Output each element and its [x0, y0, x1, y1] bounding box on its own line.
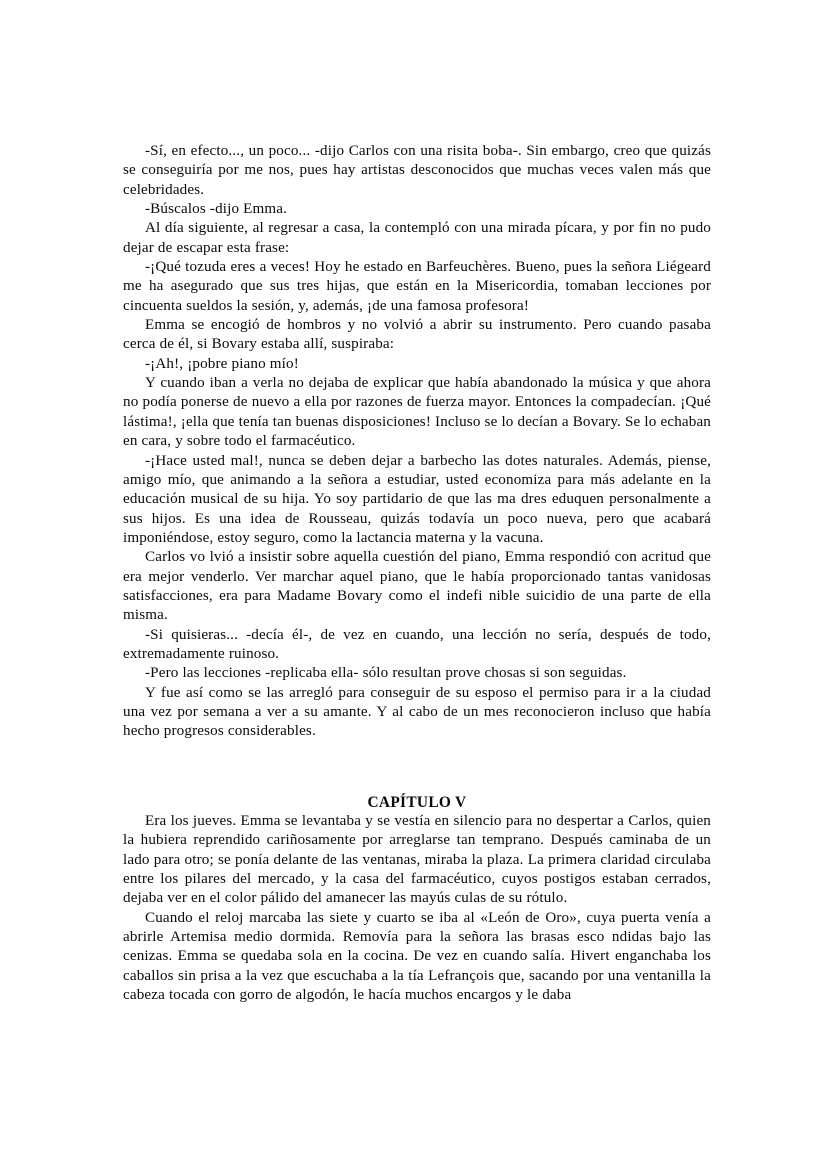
paragraph: Emma se encogió de hombros y no volvió a abrir su instrumento. Pero cuando pasaba cerca de él, si Bovary estaba allí, suspiraba:: [123, 317, 711, 353]
paragraph: -Si quisieras... -decía él-, de vez en cuando, una lección no sería, después de todo, extremadamente ruinoso.: [123, 626, 711, 662]
paragraph: -¡Hace usted mal!, nunca se deben dejar a barbecho las dotes naturales. Además, piense, amigo mío, que animando a la señora a estudiar, usted economiza para más adelante en la educación musical de su hija. Yo soy partidario de que las ma dres eduquen personalmente a sus hijos. Es una idea de Rousseau, quizás todavía un poco nueva, pero que acabará imponiéndose, estoy seguro, como la lactancia materna y la vacuna.: [123, 452, 711, 546]
chapter-spacer: [123, 742, 711, 793]
paragraph: Y cuando iban a verla no dejaba de explicar que había abandonado la música y que ahora no podía ponerse de nuevo a ella por razones de fuerza mayor. Entonces la compadecían. ¡Qué lástima!, ¡ella que tenía tan buenas disposiciones! Incluso se lo decían a Bovary. Se lo echaban en cara, y sobre todo el farmacéutico.: [123, 375, 711, 450]
paragraph: -Sí, en efecto..., un poco... -dijo Carlos con una risita boba-. Sin embargo, creo que quizás se conseguiría por me nos, pues hay artistas desconocidos que muchas veces valen más que celebridades.: [123, 143, 711, 198]
paragraph: Y fue así como se las arregló para conseguir de su esposo el permiso para ir a la ciudad una vez por semana a ver a su amante. Y al cabo de un mes reconocieron incluso que había hecho progresos considerables.: [123, 684, 711, 740]
paragraph: -¡Ah!, ¡pobre piano mío!: [145, 355, 299, 372]
chapter-heading: CAPÍTULO V: [367, 793, 467, 811]
paragraph: -¡Qué tozuda eres a veces! Hoy he estado en Barfeuchères. Bueno, pues la señora Liégeard me ha asegurado que sus tres hijas, que están en la Misericordia, tomaban lecciones por cincuenta sueldos la sesión, y, además, ¡de una famosa profesora!: [123, 259, 711, 314]
paragraph: Carlos vo lvió a insistir sobre aquella cuestión del piano, Emma respondió con acritud que era mejor venderlo. Ver marchar aquel piano, que le había proporcionado tantas vanidosas satisfacciones, era para Madame Bovary como el indefi nible suicidio de una parte de ella misma.: [123, 549, 711, 624]
paragraph: Era los jueves. Emma se levantaba y se vestía en silencio para no despertar a Carlos, quien la hubiera reprendido cariñosamente por arreglarse tan temprano. Después caminaba de un lado para otro; se ponía delante de las ventanas, miraba la plaza. La primera claridad circulaba entre los pilares del mercado, y la casa del farmacéutico, cuyos postigos estaban cerrados, dejaba ver en el color pálido del amanecer las mayús culas de su rótulo.: [123, 813, 711, 907]
text-column: [123, 142, 711, 1005]
paragraph: Al día siguiente, al regresar a casa, la contempló con una mirada pícara, y por fin no pudo dejar de escapar esta frase:: [123, 220, 711, 256]
paragraph: -Pero las lecciones -replicaba ella- sólo resultan prove chosas si son seguidas.: [145, 665, 627, 682]
paragraph: -Búscalos -dijo Emma.: [145, 201, 288, 218]
paragraph: Cuando el reloj marcaba las siete y cuarto se iba al «León de Oro», cuya puerta venía a abrirle Artemisa medio dormida. Removía para la señora las brasas esco ndidas bajo las cenizas. Emma se quedaba sola en la cocina. De vez en cuando salía. Hivert enganchaba los caballos sin prisa a la vez que escuchaba a la tía Lefrançois que, sacando por una ventanilla la cabeza tocada con gorro de algodón, le hacía muchos encargos y le daba: [123, 909, 711, 1004]
